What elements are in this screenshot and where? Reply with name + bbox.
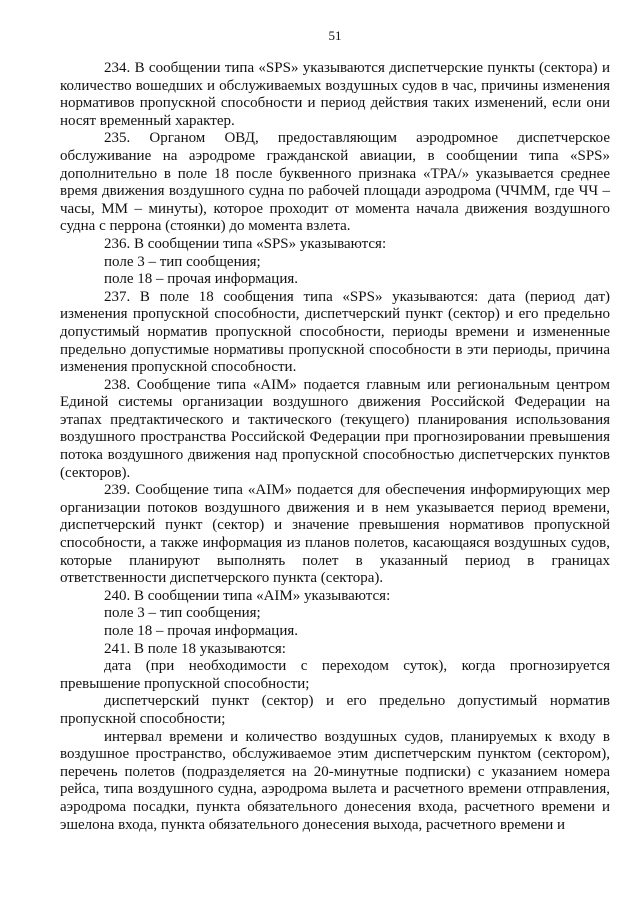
paragraph-234: 234. В сообщении типа «SPS» указываются диспетчерские пункты (сектора) и количество вошедших и обслуживаемых воздушных судов в час, причины изменения нормативов пропускной способности и период действия таких изменений, если они носят временный характер. [60,60,610,129]
list-item-field-3: поле 3 – тип сообщения; [104,253,261,270]
paragraph-238: 238. Сообщение типа «AIM» подается главным или региональным центром Единой системы организации воздушного движения Российской Федерации на этапах предтактического и тактического (текущего) планирования использования воздушного пространства Российской Федерации при прогнозировании превышения потока воздушного движения над пропускной способностью диспетчерских пунктов (секторов). [60,376,610,481]
paragraph-235: 235. Органом ОВД, предоставляющим аэродромное диспетчерское обслуживание на аэродроме гражданской авиации, в сообщении типа «SPS» дополнительно в поле 18 после буквенного признака «TPA/» указывается среднее время движения воздушного судна по рабочей площади аэродрома (ЧЧММ, где ЧЧ – часы, ММ – минуты), которое проходит от момента начала движения воздушного судна с перрона (стоянки) до момента взлета. [60,130,610,235]
paragraph-239: 239. Сообщение типа «AIM» подается для обеспечения информирующих мер организации потоков воздушного движения и в нем указывается период времени, диспетчерский пункт (сектор) и значение превышения нормативов пропускной способности, а также информация из планов полетов, касающаяся воздушных судов, которые планируют выполнять полет в указанный период в границах ответственности диспетчерского пункта (сектора). [60,482,610,587]
list-item-date: дата (при необходимости с переходом суток), когда прогнозируется превышение пропускной способности; [60,658,610,692]
list-item-sector: диспетчерский пункт (сектор) и его предельно допустимый норматив пропускной способности; [60,693,610,727]
paragraph-236: 236. В сообщении типа «SPS» указываются: [104,235,387,252]
list-item-field-18: поле 18 – прочая информация. [104,271,299,288]
paragraph-241: 241. В поле 18 указываются: [104,640,286,657]
paragraph-240: 240. В сообщении типа «AIM» указываются: [104,587,391,604]
paragraph-237: 237. В поле 18 сообщения типа «SPS» указываются: дата (период дат) изменения пропускной способности, диспетчерский пункт (сектор) и его предельно допустимый норматив пропускной способности, периоды времени и измененные предельно допустимые нормативы пропускной способности в эти периоды, причина изменения пропускной способности. [60,288,610,376]
list-item-field-3: поле 3 – тип сообщения; [104,605,261,622]
document-body [60,60,610,834]
document-page [60,28,610,834]
page-number: 51 [328,28,342,43]
list-item-field-18: поле 18 – прочая информация. [104,623,299,639]
list-item-interval: интервал времени и количество воздушных судов, планируемых к входу в воздушное пространство, обслуживаемое этим диспетчерским пунктом (сектором), перечень полетов (подразделяется на 20-минутные подписки) с указанием номера рейса, типа воздушного судна, аэродрома вылета и расчетного времени отправления, аэродрома посадки, пункта обязательного донесения входа, расчетного времени и эшелона входа, пункта обязательного донесения выхода, расчетного времени и [60,728,610,833]
